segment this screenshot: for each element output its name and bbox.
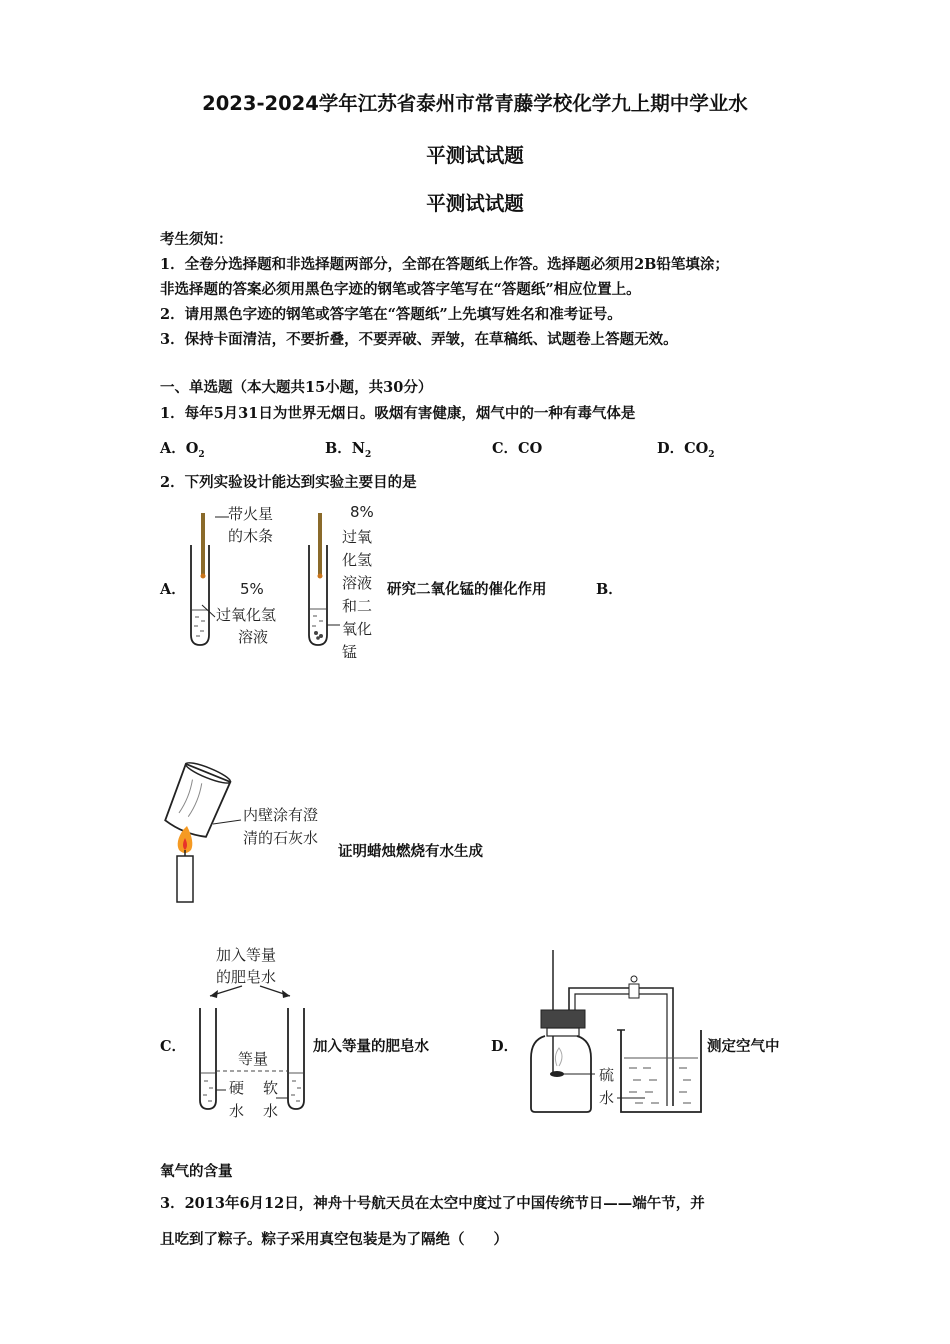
q2-option-b-label: B．: [596, 581, 623, 598]
candle: [177, 856, 193, 902]
fig-a-splint-2: 的木条: [228, 527, 274, 545]
notice-item-1a: 1．全卷分选择题和非选择题两部分，全部在答题纸上作答。选择题必须用2B铅笔填涂；: [160, 256, 729, 273]
fig-a-left-sol-2: 溶液: [238, 628, 269, 646]
doc-title-line1: 2023-2024学年江苏省泰州市常青藤学校化学九上期中学业水: [202, 92, 748, 115]
notice-item-3: 3．保持卡面清洁，不要折叠，不要弄破、弄皱，在草稿纸、试题卷上答题无效。: [160, 331, 678, 348]
fig-c-top-1: 加入等量: [216, 946, 277, 964]
q1-option-c: C．CO: [492, 440, 543, 457]
notice-item-1b: 非选择题的答案必须用黑色字迹的钢笔或答字笔写在“答题纸”相应位置上。: [160, 281, 641, 298]
clamp: [629, 984, 639, 998]
fig-a-right-line-6: 锰: [342, 643, 358, 661]
fig-b-label-2: 清的石灰水: [243, 829, 319, 847]
fig-d-sulfur: 硫: [599, 1066, 615, 1084]
q2-option-d-text: 测定空气中: [707, 1038, 780, 1055]
q3-line-2: 且吃到了粽子。粽子采用真空包装是为了隔绝（ ）: [160, 1231, 508, 1248]
notice-item-2: 2．请用黑色字迹的钢笔或答字笔在“答题纸”上先填写姓名和准考证号。: [160, 306, 622, 323]
splint-ember-right: [318, 574, 323, 579]
fig-a-splint-1: 带火星: [228, 505, 274, 523]
q1-option-d: D．$CO_2$: [657, 440, 715, 460]
q2-option-c-text: 加入等量的肥皂水: [313, 1038, 429, 1055]
hard-water-tube: [200, 1008, 216, 1109]
fig-c-hard-2: 水: [229, 1102, 245, 1120]
fig-c-soft-2: 水: [263, 1102, 279, 1120]
fig-a-right-line-1: 过氧: [342, 528, 373, 546]
fig-a-right-line-3: 溶液: [342, 574, 373, 592]
doc-title-line2: 平测试试题: [426, 144, 524, 167]
notice-heading: 考生须知：: [160, 231, 233, 248]
q1-option-b: B．$N_2$: [325, 440, 372, 460]
fig-c-equal: 等量: [238, 1050, 269, 1068]
q2-option-d-text-cont: 氧气的含量: [160, 1163, 233, 1180]
q1-stem: 1．每年5月31日为世界无烟日。吸烟有害健康，烟气中的一种有毒气体是: [160, 405, 636, 422]
q2-option-b-text: 证明蜡烛燃烧有水生成: [338, 843, 483, 860]
q1-option-a: A．$O_2$: [160, 440, 205, 460]
stopper: [541, 1010, 585, 1028]
fig-c-soft-1: 软: [263, 1079, 279, 1097]
fig-c-top-2: 的肥皂水: [216, 968, 277, 986]
fig-a-left-sol-1: 过氧化氢: [216, 606, 277, 624]
q2-option-a-label: A．: [160, 581, 186, 598]
q2-stem: 2．下列实验设计能达到实验主要目的是: [160, 474, 417, 491]
q2-option-c-label: C．: [160, 1038, 187, 1055]
soft-water-tube: [288, 1008, 304, 1109]
fig-a-pct-right: 8%: [350, 503, 374, 521]
fig-c-hard-1: 硬: [229, 1079, 245, 1097]
fig-a-right-line-2: 化氢: [342, 551, 373, 569]
q2-option-a-text: 研究二氧化锰的催化作用: [387, 581, 547, 598]
fig-a-pct-left: 5%: [240, 580, 264, 598]
q3-line-1: 3．2013年6月12日，神舟十号航天员在太空中度过了中国传统节日——端午节，并: [160, 1195, 705, 1212]
section-heading: 一、单选题（本大题共15小题，共30分）: [160, 379, 433, 396]
beaker: [621, 1030, 701, 1112]
fig-d-water: 水: [599, 1089, 615, 1107]
left-test-tube: [191, 545, 209, 645]
doc-title-line3: 平测试试题: [426, 192, 524, 215]
fig-a-right-line-5: 氧化: [342, 620, 373, 638]
q2-d-figure: [525, 948, 715, 1118]
fig-b-label-1: 内壁涂有澄: [243, 806, 319, 824]
q2-option-d-label: D．: [491, 1038, 519, 1055]
splint-ember-left: [201, 574, 206, 579]
fig-a-right-line-4: 和二: [342, 597, 373, 615]
